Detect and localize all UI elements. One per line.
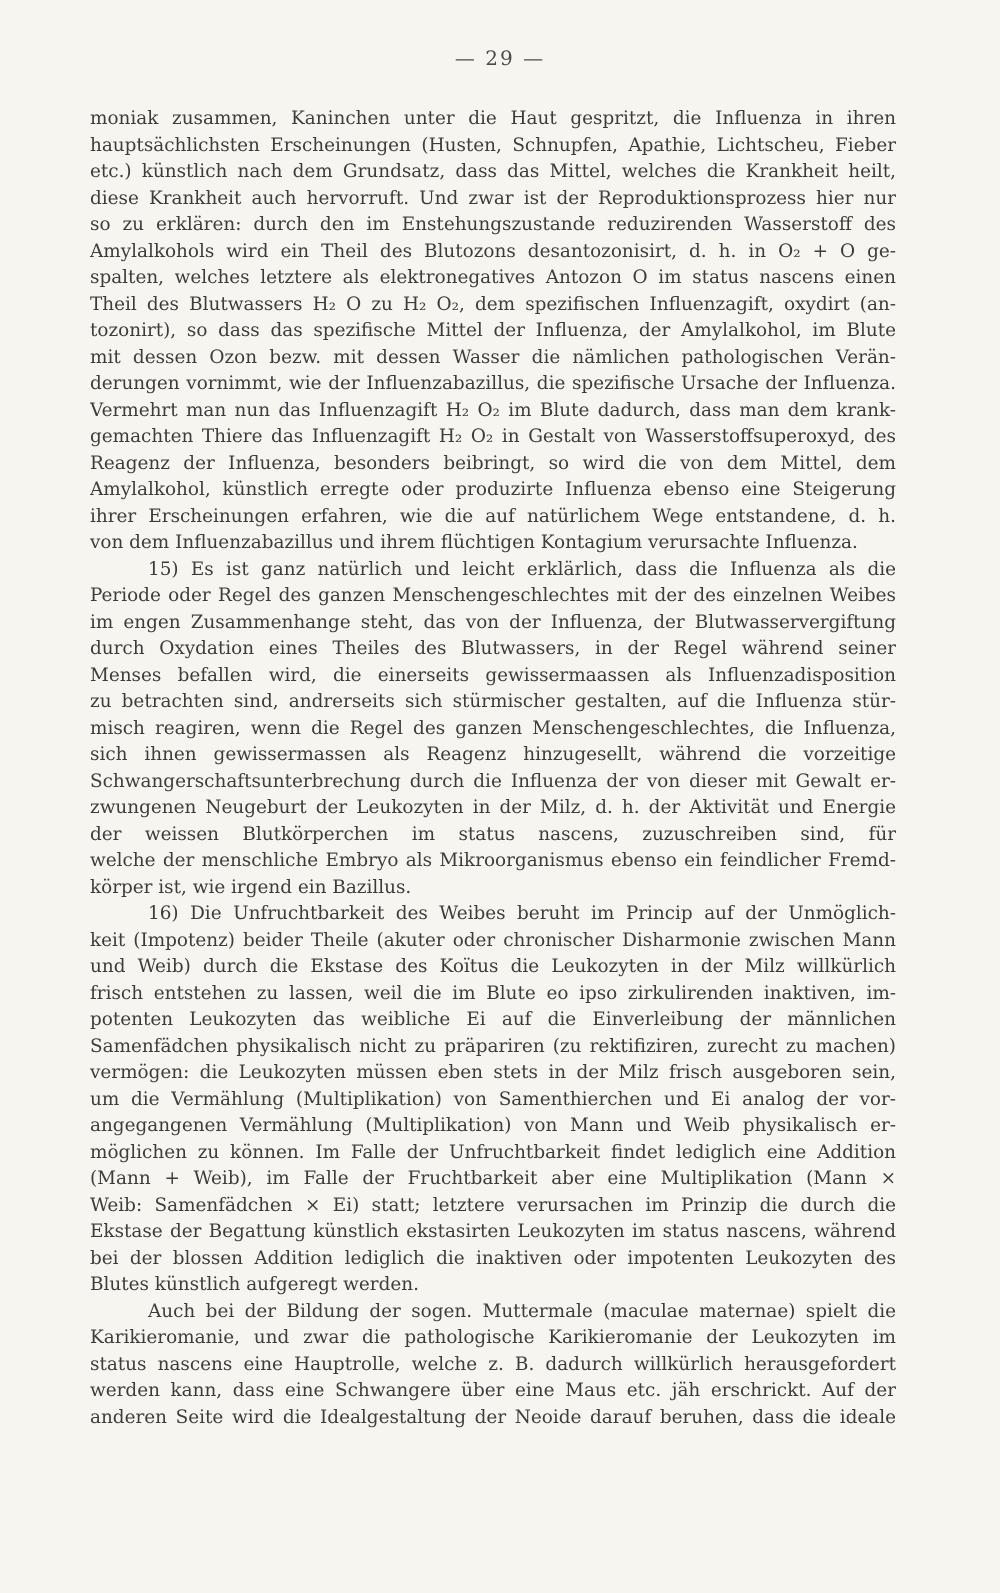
paragraph-first-line: Auch bei der Bildung der sogen. Muttermale (maculae maternae) spielt die bbox=[148, 1300, 896, 1322]
text-line: status nascens eine Hauptrolle, welche z. B. dadurch willkürlich herausgefordert bbox=[90, 1353, 896, 1375]
text-line: sich ihnen gewissermassen als Reagenz hinzugesellt, während die vorzeitige bbox=[90, 744, 896, 765]
text-line: Theil des Blutwassers H₂ O zu H₂ O₂, dem spezifischen Influenzagift, oxydirt (an- bbox=[90, 293, 896, 315]
text-line: Amylalkohols wird ein Theil des Blutozons desantozonisirt, d. h. in O₂ + O ge- bbox=[90, 240, 896, 262]
text-line: möglichen zu können. Im Falle der Unfruchtbarkeit findet lediglich eine Addition bbox=[90, 1141, 896, 1163]
text-line: so zu erklären: durch den im Enstehungszustande reduzirenden Wasserstoff des bbox=[90, 214, 896, 235]
text-line: derungen vornimmt, wie der Influenzabazillus, die spezifische Ursache der Influenza. bbox=[90, 373, 896, 394]
paragraph-last-line: körper ist, wie irgend ein Bazillus. bbox=[90, 876, 412, 898]
text-line: (Mann + Weib), im Falle der Fruchtbarkeit aber eine Multiplikation (Mann × bbox=[90, 1168, 896, 1189]
text-line: werden kann, dass eine Schwangere über eine Maus etc. jäh erschrickt. Auf der bbox=[90, 1380, 896, 1401]
paragraph-last-line: von dem Influenzabazillus und ihrem flüchtigen Kontagium verursachte Influenza. bbox=[90, 532, 858, 553]
paragraph-first-line: 16) Die Unfruchtbarkeit des Weibes beruht im Princip auf der Unmöglich- bbox=[148, 903, 896, 924]
text-line: Periode oder Regel des ganzen Menschengeschlechtes mit der des einzelnen Weibes bbox=[90, 585, 896, 606]
text-line: Reagenz der Influenza, besonders beibringt, so wird die von dem Mittel, dem bbox=[90, 452, 896, 474]
text-line: Menses befallen wird, die einerseits gewissermaassen als Influenzadisposition bbox=[90, 664, 896, 686]
paragraph-first-line: 15) Es ist ganz natürlich und leicht erklärlich, dass die Influenza als die bbox=[148, 558, 896, 580]
text-line: ihrer Erscheinungen erfahren, wie die auf natürlichem Wege entstandene, d. h. bbox=[90, 505, 896, 527]
text-line: im engen Zusammenhange steht, das von der Influenza, der Blutwasservergiftung bbox=[90, 611, 896, 633]
text-line: zu betrachten sind, andrerseits sich stürmischer gestalten, auf die Influenza stür- bbox=[90, 691, 896, 712]
text-line: mit dessen Ozon bezw. mit dessen Wasser die nämlichen pathologischen Verän- bbox=[90, 346, 896, 368]
text-line: der weissen Blutkörperchen im status nascens, zuzuschreiben sind, für bbox=[90, 823, 896, 845]
text-line: Vermehrt man nun das Influenzagift H₂ O₂ im Blute dadurch, dass man dem krank- bbox=[90, 399, 896, 421]
text-line: anderen Seite wird die Idealgestaltung der Neoide darauf beruhen, dass die ideale bbox=[90, 1406, 896, 1428]
text-line: frisch entstehen zu lassen, weil die im Blute eo ipso zirkulirenden inaktiven, im- bbox=[90, 982, 896, 1004]
text-line: diese Krankheit auch hervorruft. Und zwar ist der Reproduktionsprozess hier nur bbox=[90, 187, 896, 209]
text-line: um die Vermählung (Multiplikation) von Samenthierchen und Ei analog der vor- bbox=[90, 1088, 896, 1110]
text-line: vermögen: die Leukozyten müssen eben stets in der Milz frisch ausgeboren sein, bbox=[90, 1062, 896, 1083]
text-line: Samenfädchen physikalisch nicht zu präpariren (zu rektifiziren, zurecht zu machen) bbox=[90, 1035, 896, 1057]
text-line: Karikieromanie, und zwar die pathologische Karikieromanie der Leukozyten im bbox=[90, 1327, 896, 1348]
body-text bbox=[90, 106, 896, 1431]
page-number: — 29 — bbox=[454, 46, 546, 70]
text-line: keit (Impotenz) beider Theile (akuter oder chronischer Disharmonie zwischen Mann bbox=[90, 929, 896, 951]
text-line: gemachten Thiere das Influenzagift H₂ O₂ in Gestalt von Wasserstoffsuperoxyd, des bbox=[90, 426, 896, 447]
text-line: Amylalkohol, künstlich erregte oder produzirte Influenza ebenso eine Steigerung bbox=[90, 479, 896, 500]
text-line: Ekstase der Begattung künstlich ekstasirten Leukozyten im status nascens, während bbox=[90, 1221, 896, 1242]
text-line: welche der menschliche Embryo als Mikroorganismus ebenso ein feindlicher Fremd- bbox=[90, 850, 896, 871]
text-line: tozonirt), so dass das spezifische Mittel der Influenza, der Amylalkohol, im Blute bbox=[90, 320, 896, 341]
text-line: spalten, welches letztere als elektronegatives Antozon O im status nascens einen bbox=[90, 267, 896, 288]
text-line: durch Oxydation eines Theiles des Blutwassers, in der Regel während seiner bbox=[90, 638, 896, 659]
text-line: moniak zusammen, Kaninchen unter die Haut gespritzt, die Influenza in ihren bbox=[90, 108, 896, 129]
text-line: angegangenen Vermählung (Multiplikation) von Mann und Weib physikalisch er- bbox=[90, 1115, 896, 1136]
text-line: zwungenen Neugeburt der Leukozyten in der Milz, d. h. der Aktivität und Energie bbox=[90, 797, 896, 818]
text-line: etc.) künstlich nach dem Grundsatz, dass das Mittel, welches die Krankheit heilt, bbox=[90, 161, 896, 182]
text-line: potenten Leukozyten das weibliche Ei auf die Einverleibung der männlichen bbox=[90, 1009, 896, 1030]
text-line: Schwangerschaftsunterbrechung durch die Influenza der von dieser mit Gewalt er- bbox=[90, 770, 896, 792]
text-line: hauptsächlichsten Erscheinungen (Husten, Schnupfen, Apathie, Lichtscheu, Fieber bbox=[90, 134, 896, 156]
text-line: bei der blossen Addition lediglich die inaktiven oder impotenten Leukozyten des bbox=[90, 1247, 896, 1269]
text-line: und Weib) durch die Ekstase des Koïtus die Leukozyten in der Milz willkürlich bbox=[90, 956, 896, 977]
paragraph-last-line: Blutes künstlich aufgeregt werden. bbox=[90, 1274, 419, 1295]
text-line: misch reagiren, wenn die Regel des ganzen Menschengeschlechtes, die Influenza, bbox=[90, 717, 896, 739]
text-line: Weib: Samenfädchen × Ei) statt; letztere verursachen im Prinzip die durch die bbox=[90, 1194, 896, 1216]
